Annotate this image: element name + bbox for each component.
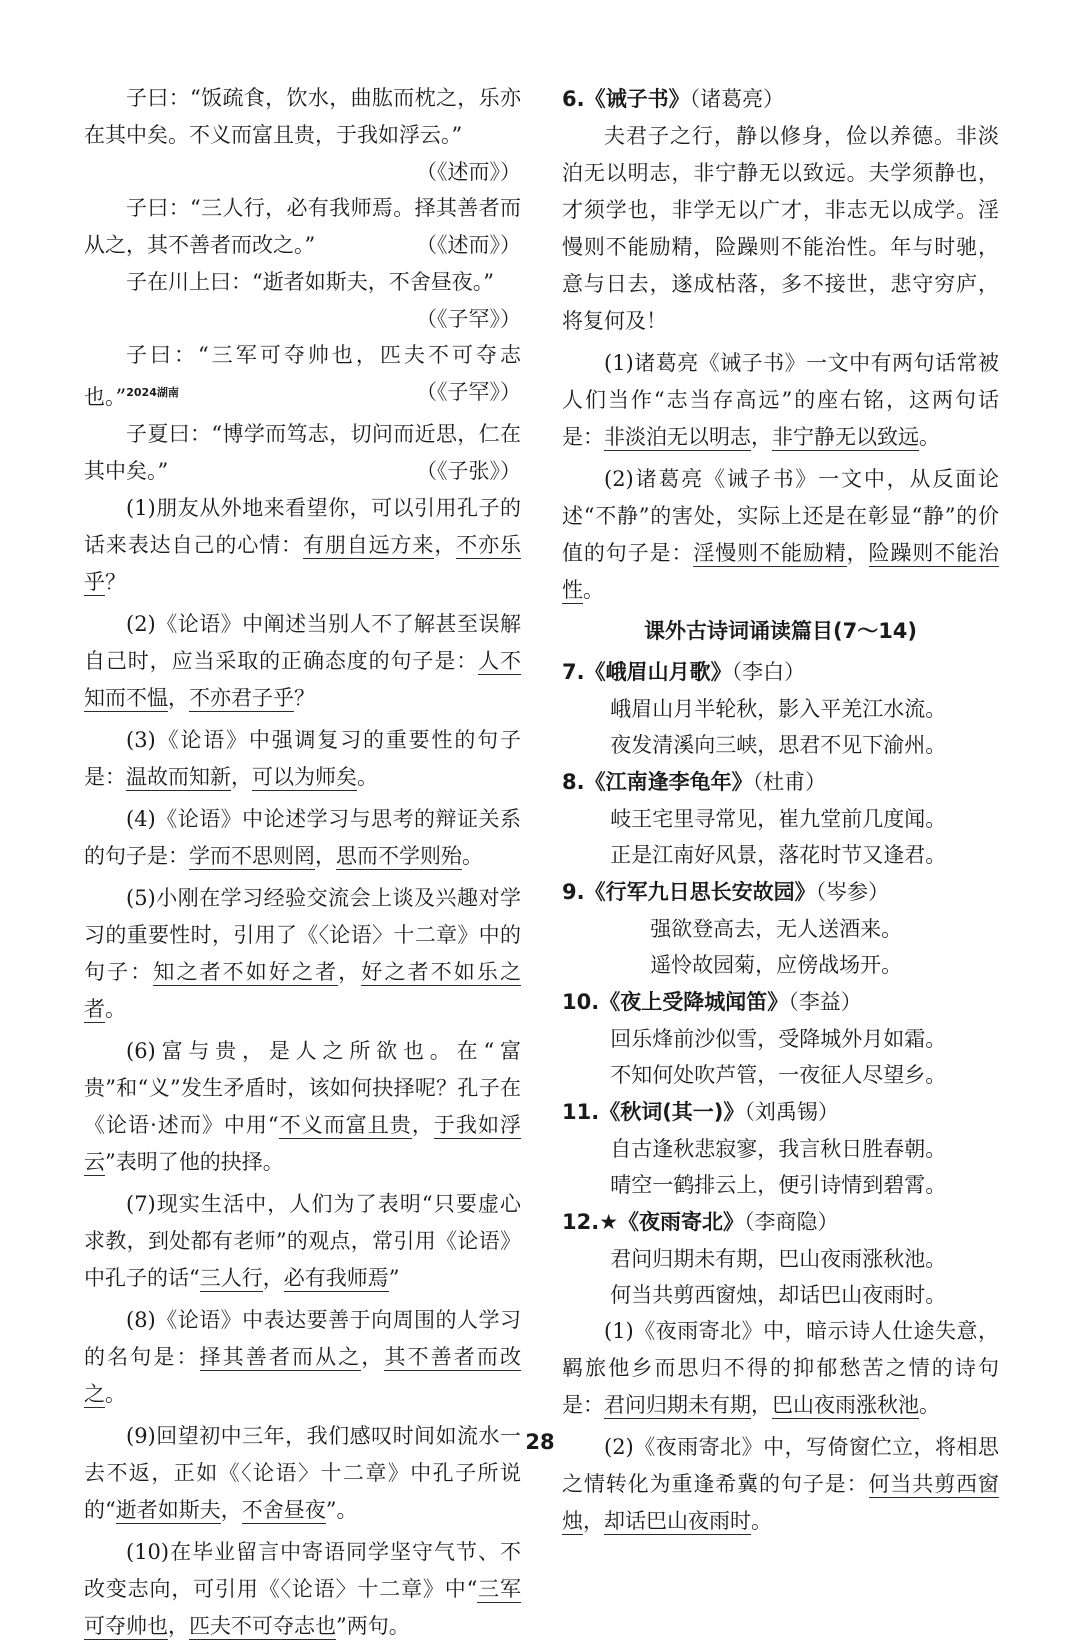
exercise-5	[84, 880, 521, 1028]
poem-8-author: （杜甫）	[752, 770, 827, 794]
exercise-6-question: (6)富与贵，是人之所欲也。在“富贵”和“义”发生矛盾时，该如何抉择呢？孔子在《论语·述而》中用“	[84, 1039, 521, 1137]
poem-10-line-2: 不知何处吹芦管，一夜征人尽望乡。	[610, 1063, 947, 1087]
exercise-2	[84, 606, 521, 717]
item-6-exercise-1-question: (1)诸葛亮《诫子书》一文中有两句话常被人们当作“志当存高远”的座右铭，这两句话是：	[562, 351, 999, 449]
exercise-5-answer-a: 知之者不如好之者	[153, 960, 339, 984]
exercise-1-question: (1)朋友从外地来看望你，可以引用孔子的话来表达自己的心情：	[84, 496, 521, 557]
poem-12-exercise-2-question: (2)《夜雨寄北》中，写倚窗伫立，将相思之情转化为重逢希冀的句子是：	[562, 1435, 999, 1496]
exercise-9-answer-b: 不舍昼夜	[241, 1498, 326, 1522]
item-6-exercise-1-end: 。	[919, 425, 940, 449]
poem-11-line-1: 自古逢秋悲寂寥，我言秋日胜春朝。	[610, 1137, 947, 1161]
quote-3-text: 子在川上曰：“逝者如斯夫，不舍昼夜。”	[126, 270, 494, 294]
exercise-9-answer-a: 逝者如斯夫	[115, 1498, 221, 1522]
quote-3-source: （《子罕》）	[416, 307, 521, 331]
poem-10-line-1: 回乐烽前沙似雪，受降城外月如霜。	[610, 1027, 947, 1051]
poem-12-exercise-2-answer-b: 却话巴山夜雨时	[604, 1509, 751, 1533]
item-6-exercise-2-question: (2)诸葛亮《诫子书》一文中，从反面论述“不静”的害处，实际上还是在彰显“静”的价值的句子是：	[562, 467, 999, 565]
exercise-10-answer-a: 三军可夺帅也	[84, 1577, 522, 1638]
exercise-8-end: 。	[105, 1382, 126, 1406]
quote-2-source: （《述而》）	[416, 233, 521, 257]
exercise-3-question: (3)《论语》中强调复习的重要性的句子是：	[84, 728, 521, 789]
exercise-2-answer-b: 不亦君子乎	[189, 686, 294, 710]
quote-1-source: （《述而》）	[416, 160, 521, 184]
exercise-1-end: ？	[105, 570, 126, 594]
exercise-1-answer-b: 不亦乐乎	[84, 533, 522, 594]
exercise-8-answer-b: 其不善者而改之	[84, 1345, 522, 1406]
item-6-exercise-1-sep: ，	[751, 425, 772, 449]
item-6-exercise-1-answer-a: 非淡泊无以明志	[604, 425, 751, 449]
quote-2	[84, 190, 521, 264]
section-title: 课外古诗词诵读篇目(7～14)	[643, 619, 918, 643]
exercise-4	[84, 801, 521, 875]
exercise-10-answer-b: 匹夫不可夺志也	[189, 1614, 336, 1638]
exercise-6-answer-a: 不义而富且贵	[278, 1113, 412, 1137]
poem-10-title: 10.《夜上受降城闻笛》	[562, 990, 789, 1014]
exercise-10-question: (10)在毕业留言中寄语同学坚守气节、不改变志向，可引用《〈论语〉十二章》中“	[84, 1540, 521, 1601]
poem-9-line-2: 遥怜故园菊，应傍战场开。	[650, 953, 903, 977]
exercise-6	[84, 1033, 521, 1181]
poem-11-heading	[562, 1093, 999, 1131]
poem-12-heading	[562, 1203, 999, 1241]
poem-7-line-2: 夜发清溪向三峡，思君不见下渝州。	[610, 733, 947, 757]
poem-9-title: 9.《行军九日思长安故园》	[562, 880, 816, 904]
poem-12-exercise-1-question: (1)《夜雨寄北》中，暗示诗人仕途失意，羁旅他乡而思归不得的抑郁愁苦之情的诗句是：	[562, 1319, 999, 1417]
exercise-7-sep: ，	[262, 1266, 284, 1290]
left-column	[84, 80, 521, 1645]
exercise-2-sep: ，	[168, 686, 189, 710]
quote-2-text: 子曰：“三人行，必有我师焉。择其善者而从之，其不善者而改之。”	[84, 196, 521, 257]
poem-8-line-1: 岐王宅里寻常见，崔九堂前几度闻。	[610, 807, 947, 831]
exercise-6-sep: ，	[411, 1113, 434, 1137]
exercise-8-sep: ，	[361, 1345, 385, 1369]
poem-12-exercise-1-sep: ，	[751, 1393, 772, 1417]
exercise-1-answer-a: 有朋自远方来	[302, 533, 435, 557]
exercise-9-end: ”。	[325, 1498, 358, 1522]
quote-5-source: （《子张》）	[416, 459, 521, 483]
quote-4	[84, 337, 521, 416]
poem-7-heading	[562, 653, 999, 691]
poem-12-exercise-1-answer-a: 君问归期未有期	[604, 1393, 751, 1417]
exercise-6-answer-b: 于我如浮云	[84, 1113, 521, 1174]
quote-5-text: 子夏曰：“博学而笃志，切问而近思，仁在其中矣。”	[84, 422, 521, 483]
item-6-exercise-2-sep: ，	[846, 541, 869, 565]
poem-12-exercise-2-end: 。	[751, 1509, 772, 1533]
exercise-1-sep: ，	[434, 533, 457, 557]
exercise-2-question: (2)《论语》中阐述当别人不了解甚至误解自己时，应当采取的正确态度的句子是：	[84, 612, 521, 673]
exercise-3	[84, 722, 521, 796]
exercise-7	[84, 1186, 521, 1297]
exercise-8	[84, 1302, 521, 1413]
item-6-exercise-2	[562, 461, 999, 609]
poem-12-line-1: 君问归期未有期，巴山夜雨涨秋池。	[610, 1247, 947, 1271]
poem-12-exercise-2-answer-a: 何当共剪西窗烛	[562, 1472, 1000, 1533]
exercise-9-question: (9)回望初中三年，我们感叹时间如流水一去不返，正如《〈论语〉十二章》中孔子所说的“	[84, 1424, 521, 1522]
exercise-8-question: (8)《论语》中表达要善于向周围的人学习的名句是：	[84, 1308, 521, 1369]
poem-11-line-2: 晴空一鹤排云上，便引诗情到碧霄。	[610, 1173, 947, 1197]
item-6-exercise-1-answer-b: 非宁静无以致远	[772, 425, 919, 449]
exercise-7-answer-b: 必有我师焉	[283, 1266, 389, 1290]
poem-11-title: 11.《秋词(其一)》	[562, 1100, 745, 1124]
exercise-6-end: ”表明了他的抉择。	[105, 1150, 284, 1174]
quote-5	[84, 416, 521, 490]
item-6-exercise-1	[562, 345, 999, 456]
exercise-2-end: ？	[294, 686, 315, 710]
exercise-4-answer-b: 思而不学则殆	[336, 844, 462, 868]
poem-9-line-1: 强欲登高去，无人送酒来。	[650, 917, 903, 941]
exercise-4-question: (4)《论语》中论述学习与思考的辩证关系的句子是：	[84, 807, 521, 868]
exercise-5-answer-b: 好之者不如乐之者	[84, 960, 522, 1021]
item-6-title: 6.《诫子书》	[562, 87, 690, 111]
exercise-8-answer-a: 择其善者而从之	[199, 1345, 362, 1369]
right-column	[562, 80, 999, 1540]
exercise-5-end: 。	[105, 997, 126, 1021]
poem-8-title: 8.《江南逢李龟年》	[562, 770, 753, 794]
exercise-2-answer-a: 人不知而不愠	[84, 649, 522, 710]
item-6-heading	[562, 80, 999, 118]
exercise-5-sep: ，	[338, 960, 362, 984]
item-6-author: （诸葛亮）	[689, 87, 785, 111]
poem-8-heading	[562, 763, 999, 801]
exercise-10-sep: ，	[168, 1614, 189, 1638]
poem-12-exercise-2-sep: ，	[583, 1509, 604, 1533]
exercise-3-answer-b: 可以为师矣	[252, 765, 357, 789]
item-6-exercise-2-answer-b: 险躁则不能治性	[562, 541, 1000, 602]
exercise-7-question: (7)现实生活中，人们为了表明“只要虚心求教，到处都有老师”的观点，常引用《论语》中孔子的话“	[84, 1192, 521, 1290]
exercise-7-end: ”	[388, 1266, 400, 1290]
poem-9-heading	[562, 873, 999, 911]
item-6-exercise-2-end: 。	[583, 578, 604, 602]
poem-12-exercise-1-answer-b: 巴山夜雨涨秋池	[772, 1393, 919, 1417]
poem-12-author: （李商隐）	[744, 1210, 839, 1234]
poem-7-line-1: 峨眉山月半轮秋，影入平羌江水流。	[610, 697, 947, 721]
exercise-10-end: ”两句。	[336, 1614, 410, 1638]
poem-12-title: 12.★《夜雨寄北》	[562, 1210, 745, 1234]
exercise-4-answer-a: 学而不思则罔	[189, 844, 315, 868]
poem-8-line-2: 正是江南好风景，落花时节又逢君。	[610, 843, 947, 867]
poem-7-author: （李白）	[731, 660, 806, 684]
exercise-3-sep: ，	[231, 765, 252, 789]
poem-9-author: （岑参）	[815, 880, 890, 904]
exercise-9-sep: ，	[220, 1498, 242, 1522]
exercise-7-answer-a: 三人行	[199, 1266, 263, 1290]
page-number: 28	[525, 1430, 555, 1454]
quote-4-text: 子曰：“三军可夺帅也，匹夫不可夺志也。”	[84, 343, 521, 409]
quote-4-source: （《子罕》）	[416, 380, 521, 404]
exercise-4-sep: ，	[315, 844, 336, 868]
poem-12-exercise-1	[562, 1313, 999, 1424]
exercise-1	[84, 490, 521, 601]
exercise-4-end: 。	[462, 844, 483, 868]
quote-4-exam-tag: 2024湖南	[126, 386, 179, 399]
exercise-3-end: 。	[357, 765, 378, 789]
exercise-5-question: (5)小刚在学习经验交流会上谈及兴趣对学习的重要性时，引用了《〈论语〉十二章》中的句子：	[84, 886, 521, 984]
exercise-10	[84, 1534, 521, 1645]
item-6-text: 夫君子之行，静以修身，俭以养德。非淡泊无以明志，非宁静无以致远。夫学须静也，才须学也，非学无以广才，非志无以成学。淫慢则不能励精，险躁则不能治性。年与时驰，意与日去，遂成枯落，多不接世，悲守穷庐，将复何及！	[562, 124, 999, 333]
item-6-exercise-2-answer-a: 淫慢则不能励精	[693, 541, 847, 565]
poem-11-author: （刘禹锡）	[744, 1100, 839, 1124]
poem-12-exercise-1-end: 。	[919, 1393, 940, 1417]
quote-1-text: 子曰：“饭疏食，饮水，曲肱而枕之，乐亦在其中矣。不义而富且贵，于我如浮云。”	[84, 86, 521, 147]
exercise-3-answer-a: 温故而知新	[126, 765, 231, 789]
poem-10-heading	[562, 983, 999, 1021]
poem-7-title: 7.《峨眉山月歌》	[562, 660, 732, 684]
poem-10-author: （李益）	[788, 990, 862, 1014]
poem-12-line-2: 何当共剪西窗烛，却话巴山夜雨时。	[610, 1283, 947, 1307]
